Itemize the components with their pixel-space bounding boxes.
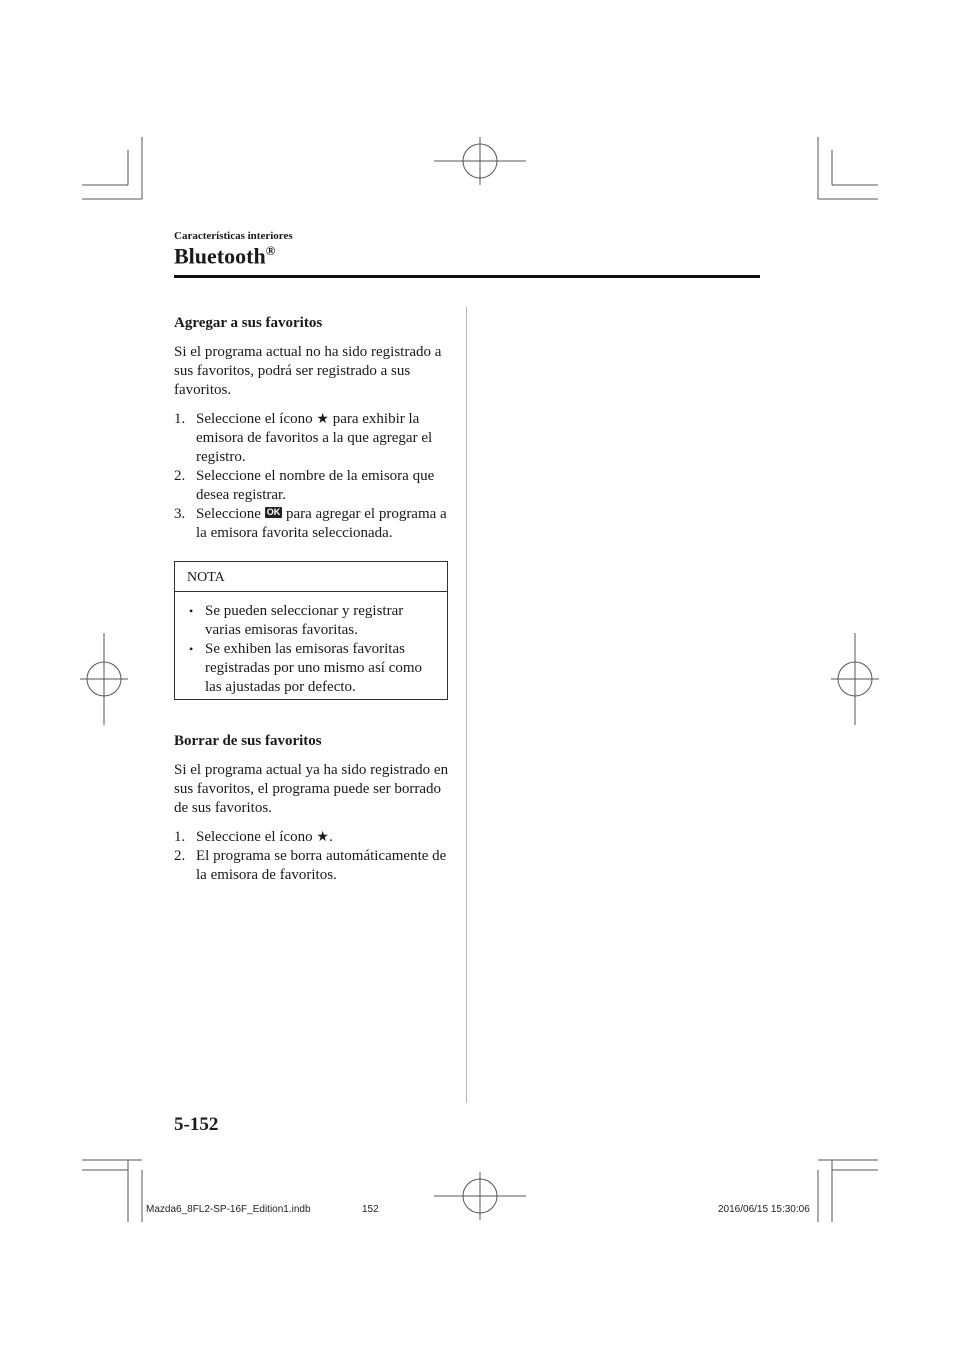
step-text: Seleccione xyxy=(196,506,261,522)
step-text: Seleccione el ícono xyxy=(196,411,313,427)
step-text: Seleccione el nombre de la emisora que desea registrar. xyxy=(196,468,435,503)
step-text: Seleccione el ícono xyxy=(196,829,313,845)
add-favorites-section xyxy=(174,314,452,543)
list-item xyxy=(174,847,452,885)
note-header xyxy=(175,562,447,592)
step-number: 2. xyxy=(174,468,186,484)
bullet-icon: • xyxy=(189,642,194,656)
list-item xyxy=(189,640,437,697)
ok-icon: OK xyxy=(266,507,281,517)
footer-filename: Mazda6_8FL2-SP-16F_Edition1.indb xyxy=(146,1204,311,1215)
list-item xyxy=(189,602,437,640)
registration-mark-top xyxy=(434,137,526,185)
remove-favorites-steps xyxy=(174,828,452,885)
remove-favorites-heading: Borrar de sus favoritos xyxy=(174,733,322,749)
page-title xyxy=(174,243,275,269)
section-label: Características interiores xyxy=(174,230,293,242)
registration-mark-bottom xyxy=(434,1172,526,1220)
step-text: para exhibir la emisora de favoritos a la que agregar el registro. xyxy=(196,411,433,465)
star-icon: ★ xyxy=(316,830,329,845)
note-text: Se exhiben las emisoras favoritas registradas por uno mismo así como las ajustadas por defecto. xyxy=(205,641,423,695)
list-item xyxy=(174,828,452,847)
note-heading: NOTA xyxy=(187,570,225,585)
step-text: para agregar el programa a la emisora favorita seleccionada. xyxy=(196,506,447,541)
step-number: 2. xyxy=(174,848,186,864)
step-number: 3. xyxy=(174,506,186,522)
list-item xyxy=(174,505,452,543)
note-list xyxy=(189,602,437,697)
add-favorites-steps xyxy=(174,410,452,543)
footer-timestamp: 2016/06/15 15:30:06 xyxy=(718,1204,810,1215)
note-box xyxy=(174,561,448,700)
bullet-icon: • xyxy=(189,604,194,618)
add-favorites-heading: Agregar a sus favoritos xyxy=(174,315,323,331)
column-divider xyxy=(466,307,467,1103)
header-rule xyxy=(174,275,760,278)
step-text: . xyxy=(328,829,333,845)
registration-mark-right xyxy=(831,633,879,725)
registered-mark: ® xyxy=(265,243,276,258)
list-item xyxy=(174,467,452,505)
add-favorites-intro: Si el programa actual no ha sido registrado a sus favoritos, podrá ser registrado a sus favoritos. xyxy=(174,344,442,398)
step-number: 1. xyxy=(174,829,186,845)
remove-favorites-intro: Si el programa actual ya ha sido registrado en sus favoritos, el programa puede ser borrado de sus favoritos. xyxy=(174,762,449,816)
title-text: Bluetooth xyxy=(174,243,266,269)
step-text: El programa se borra automáticamente de la emisora de favoritos. xyxy=(196,848,447,883)
registration-mark-left xyxy=(80,633,128,725)
page-number: 5-152 xyxy=(174,1114,219,1135)
footer-page: 152 xyxy=(362,1204,379,1215)
remove-favorites-section xyxy=(174,732,452,885)
star-icon: ★ xyxy=(316,412,329,427)
note-text: Se pueden seleccionar y registrar varias emisoras favoritas. xyxy=(205,603,404,638)
list-item xyxy=(174,410,452,467)
step-number: 1. xyxy=(174,411,186,427)
